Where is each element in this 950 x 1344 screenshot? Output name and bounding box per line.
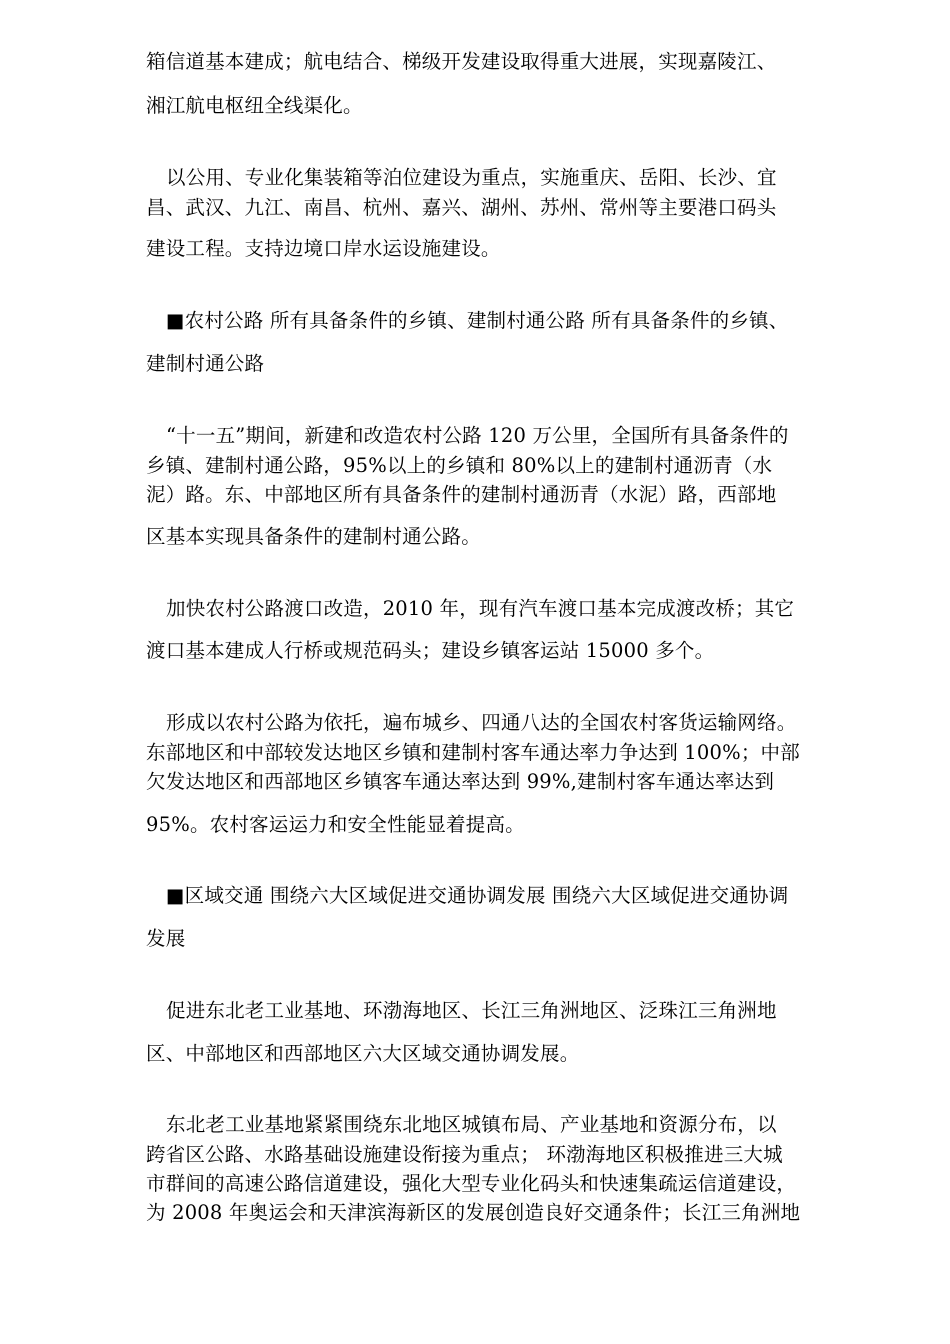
text-line: 跨省区公路、水路基础设施建设衔接为重点； 环渤海地区积极推进三大城 (146, 1143, 783, 1166)
section-heading: ■农村公路 所有具备条件的乡镇、建制村通公路 所有具备条件的乡镇、 (166, 309, 789, 332)
section-heading-continued: 发展 (146, 927, 186, 950)
text-line: 区、中部地区和西部地区六大区域交通协调发展。 (146, 1042, 580, 1065)
text-line: 以公用、专业化集装箱等泊位建设为重点，实施重庆、岳阳、长沙、宜 (166, 166, 777, 189)
text-line: 形成以农村公路为依托，遍布城乡、四通八达的全国农村客货运输网络。 (166, 711, 797, 734)
text-line: 泥）路。东、中部地区所有具备条件的建制村通沥青（水泥）路，西部地 (146, 483, 777, 506)
text-line: “十一五”期间，新建和改造农村公路 120 万公里，全国所有具备条件的 (166, 424, 789, 447)
text-line: 建设工程。支持边境口岸水运设施建设。 (146, 237, 501, 260)
text-line: 市群间的高速公路信道建设，强化大型专业化码头和快速集疏运信道建设， (146, 1172, 797, 1195)
text-line: 乡镇、建制村通公路，95%以上的乡镇和 80%以上的建制村通沥青（水 (146, 454, 773, 477)
text-line: 昌、武汉、九江、南昌、杭州、嘉兴、湖州、苏州、常州等主要港口码头 (146, 196, 777, 219)
section-heading-continued: 建制村通公路 (146, 352, 265, 375)
text-line: 东北老工业基地紧紧围绕东北地区城镇布局、产业基地和资源分布，以 (166, 1113, 777, 1136)
section-heading: ■区域交通 围绕六大区域促进交通协调发展 围绕六大区域促进交通协调 (166, 884, 789, 907)
text-line: 为 2008 年奥运会和天津滨海新区的发展创造良好交通条件；长江三角洲地 (146, 1201, 801, 1224)
text-line: 促进东北老工业基地、环渤海地区、长江三角洲地区、泛珠江三角洲地 (166, 999, 777, 1022)
text-line: 湘江航电枢纽全线渠化。 (146, 94, 363, 117)
text-line: 欠发达地区和西部地区乡镇客车通达率达到 99%,建制村客车通达率达到 (146, 770, 775, 793)
text-line: 95%。农村客运运力和安全性能显着提高。 (146, 813, 525, 836)
text-line: 箱信道基本建成；航电结合、梯级开发建设取得重大进展，实现嘉陵江、 (146, 50, 777, 73)
text-line: 加快农村公路渡口改造，2010 年，现有汽车渡口基本完成渡改桥；其它 (166, 597, 795, 620)
text-line: 渡口基本建成人行桥或规范码头；建设乡镇客运站 15000 多个。 (146, 639, 715, 662)
text-line: 东部地区和中部较发达地区乡镇和建制村客车通达率力争达到 100%；中部 (146, 741, 800, 764)
text-line: 区基本实现具备条件的建制村通公路。 (146, 525, 481, 548)
